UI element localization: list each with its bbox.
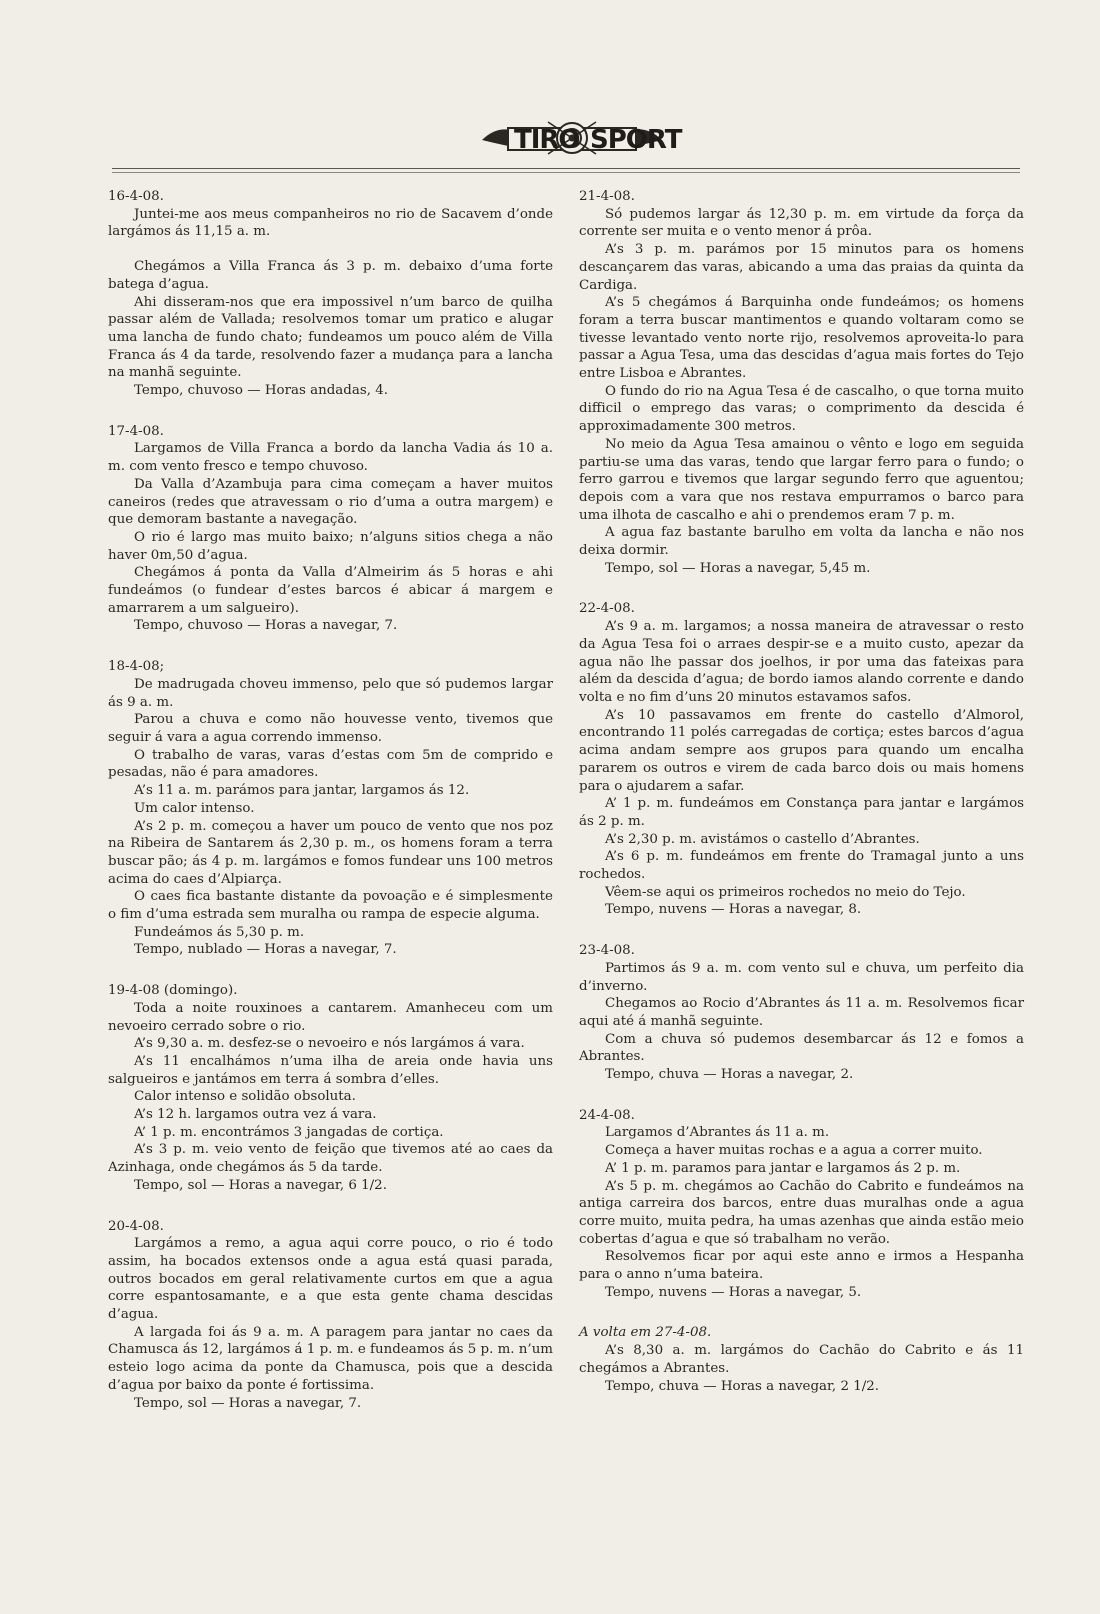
entry-paragraph: Chegamos ao Rocio d’Abrantes ás 11 a. m. Resolvemos ficar aqui até á manhã seguinte. — [579, 996, 1024, 1029]
header-rule — [112, 168, 1020, 169]
entry-paragraph: Ahi disseram-nos que era impossivel n’um barco de quilha passar além de Vallada; resolvemos tomar um pratico e alugar uma lancha de fundo chato; fundeamos um pouco além de Villa Franca ás 4 da tarde, resolvendo fazer a mudança para a lancha na manhã seguinte. — [108, 294, 553, 381]
left-column — [108, 188, 553, 1435]
entry-paragraph: Parou a chuva e como não houvesse vento, tivemos que seguir á vara a agua correndo immenso. — [108, 712, 553, 745]
entry-paragraph: O trabalho de varas, varas d’estas com 5m de comprido e pesadas, não é para amadores. — [108, 747, 553, 781]
entry-paragraph: Largamos d’Abrantes ás 11 a. m. — [605, 1125, 830, 1141]
entry-paragraph: A’s 2,30 p. m. avistámos o castello d’Abrantes. — [605, 831, 920, 847]
entry-paragraph: A’s 6 p. m. fundeámos em frente do Tramagal junto a uns rochedos. — [579, 849, 1024, 883]
svg-text:SPORT: SPORT — [590, 125, 682, 155]
entry-paragraph: A largada foi ás 9 a. m. A paragem para jantar no caes da Chamusca ás 12, largámos á 1 p. m. e fundeamos ás 5 p. m. n’um esteio logo acima da ponte da Chamusca, pois que a descida d’agua por baixo da ponte é fortissima. — [108, 1324, 554, 1393]
entry-paragraph: Tempo, chuvoso — Horas andadas, 4. — [134, 383, 389, 399]
entry-paragraph: Chegámos á ponta da Valla d’Almeirim ás 5 horas e ahi fundeámos (o fundear d’estes barcos é abicar á margem e amarrarem a um salgueiro). — [108, 565, 553, 616]
entry-paragraph: A’s 9 a. m. largamos; a nossa maneira de atravessar o resto da Agua Tesa foi o arraes despir-se e a muito custo, apezar da agua não lhe passar dos joelhos, ir por uma das fateixas para além da descida d’agua; de bordo iamos alando corrente e dando volta e no fim d’uns 20 minutos estavamos safos. — [579, 619, 1024, 705]
entry-paragraph: Resolvemos ficar por aqui este anno e irmos a Hespanha para o anno n’uma bateira. — [579, 1249, 1024, 1283]
entry-date: 22-4-08. — [579, 601, 635, 617]
entry-paragraph: Da Valla d’Azambuja para cima começam a haver muitos caneiros (redes que atravessam o rio d’uma a outra margem) e que demoram bastante a navegação. — [108, 476, 553, 528]
entry-date: 24-4-08. — [579, 1107, 635, 1123]
logo-text: TIRO — [514, 125, 580, 155]
diary-entry-18-4-08 — [108, 658, 553, 959]
entry-paragraph: Toda a noite rouxinoes a cantarem. Amanheceu com um nevoeiro cerrado sobre o rio. — [108, 1000, 553, 1034]
diary-entry-17-4-08 — [108, 423, 553, 635]
diary-entry-19-4-08 — [108, 982, 553, 1194]
tiro-sport-logo — [478, 110, 682, 158]
entry-paragraph: Tempo, nuvens — Horas a navegar, 8. — [605, 902, 862, 918]
entry-date: 16-4-08. — [108, 189, 164, 204]
entry-paragraph: O fundo do rio na Agua Tesa é de cascalho, o que torna muito difficil o emprego das varas; o comprimento da descida é approximadamente 300 metros. — [579, 383, 1024, 435]
entry-paragraph: Tempo, sol — Horas a navegar, 5,45 m. — [605, 560, 871, 576]
entry-paragraph: A’s 10 passavamos em frente do castello d’Almorol, encontrando 11 polés carregadas de cortiça; estes barcos d’agua acima andam sempre aos grupos para quando um encalha pararem os outros e virem de cada barco dois ou mais homens para o ajudarem a safar. — [579, 707, 1024, 794]
entry-paragraph: A’s 2 p. m. começou a haver um pouco de vento que nos poz na Ribeira de Santarem ás 2,30 p. m., os homens foram a terra buscar pão; ás 4 p. m. largámos e fomos fundear uns 100 metros acima do caes d’Alpiarça. — [108, 818, 553, 887]
entry-paragraph: A’s 3 p. m. veio vento de feição que tivemos até ao caes da Azinhaga, onde chegámos ás 5 da tarde. — [108, 1142, 553, 1176]
entry-paragraph: Vêem-se aqui os primeiros rochedos no meio do Tejo. — [605, 884, 966, 900]
entry-paragraph: Começa a haver muitas rochas e a agua a correr muito. — [605, 1143, 983, 1159]
entry-paragraph: Tempo, nuvens — Horas a navegar, 5. — [605, 1284, 862, 1300]
entry-paragraph: Tempo, sol — Horas a navegar, 7. — [134, 1395, 362, 1411]
right-column — [579, 188, 1024, 1418]
entry-paragraph: A’s 12 h. largamos outra vez á vara. — [134, 1107, 377, 1123]
diary-entry-return-27-4-08 — [579, 1324, 1024, 1395]
entry-paragraph: Partimos ás 9 a. m. com vento sul e chuva, um perfeito dia d’inverno. — [579, 960, 1024, 994]
entry-paragraph: A’s 5 chegámos á Barquinha onde fundeámos; os homens foram a terra buscar mantimentos e quando voltaram como se tivesse levantado vento norte rijo, resolvemos aproveita-lo para passar a Agua Tesa, uma das descidas d’agua mais fortes do Tejo entre Lisboa e Abrantes. — [579, 295, 1024, 382]
entry-paragraph: A’ 1 p. m. fundeámos em Constança para jantar e largámos ás 2 p. m. — [579, 796, 1024, 829]
entry-paragraph: Largamos de Villa Franca a bordo da lancha Vadia ás 10 a. m. com vento fresco e tempo chuvoso. — [108, 441, 553, 475]
entry-paragraph: A’ 1 p. m. encontrámos 3 jangadas de cortiça. — [134, 1124, 444, 1140]
target-emblem-icon — [478, 110, 682, 158]
entry-date: 20-4-08. — [108, 1218, 164, 1234]
entry-paragraph: Fundeámos ás 5,30 p. m. — [134, 924, 305, 940]
entry-paragraph: Um calor intenso. — [134, 800, 255, 816]
entry-date: A volta em 27-4-08. — [579, 1325, 712, 1341]
diary-entry-23-4-08 — [579, 942, 1024, 1084]
diary-entry-16-4-08 — [108, 188, 553, 400]
entry-paragraph: Calor intenso e solidão obsoluta. — [134, 1089, 356, 1105]
entry-paragraph: Com a chuva só pudemos desembarcar ás 12 e fomos a Abrantes. — [579, 1031, 1024, 1065]
entry-paragraph: De madrugada choveu immenso, pelo que só pudemos largar ás 9 a. m. — [108, 676, 553, 710]
entry-date: 21-4-08. — [579, 189, 635, 204]
entry-spacer — [108, 241, 553, 258]
header-rule-secondary — [112, 172, 1020, 173]
diary-entry-20-4-08 — [108, 1218, 553, 1413]
entry-paragraph: A’s 9,30 a. m. desfez-se o nevoeiro e nós largámos á vara. — [134, 1036, 525, 1052]
entry-paragraph: Chegámos a Villa Franca ás 3 p. m. debaixo d’uma forte batega d’agua. — [108, 259, 553, 292]
entry-paragraph: A agua faz bastante barulho em volta da lancha e não nos deixa dormir. — [579, 525, 1024, 559]
entry-paragraph: Tempo, chuva — Horas a navegar, 2. — [605, 1067, 854, 1083]
entry-paragraph: A’ 1 p. m. paramos para jantar e largamos ás 2 p. m. — [605, 1160, 961, 1176]
diary-entry-24-4-08 — [579, 1107, 1024, 1302]
entry-paragraph: O caes fica bastante distante da povoação e é simplesmente o fim d’uma estrada sem muralha ou rampa de especie alguma. — [108, 889, 553, 923]
entry-paragraph: A’s 3 p. m. parámos por 15 minutos para os homens descançarem das varas, abicando a uma das praias da quinta da Cardiga. — [579, 242, 1024, 293]
entry-paragraph: Tempo, sol — Horas a navegar, 6 1/2. — [134, 1177, 387, 1193]
entry-date: 23-4-08. — [579, 943, 635, 959]
entry-paragraph: A’s 11 a. m. parámos para jantar, largamos ás 12. — [134, 783, 470, 799]
entry-paragraph: Largámos a remo, a agua aqui corre pouco, o rio é todo assim, ha bocados extensos onde a agua está quasi parada, outros bocados em geral relativamente curtos em que a agua corre espantosamante, e a que esta gente chama descidas d’agua. — [108, 1236, 553, 1323]
entry-paragraph: Só pudemos largar ás 12,30 p. m. em virtude da força da corrente ser muita e o vento menor á prôa. — [579, 206, 1024, 240]
entry-paragraph: Tempo, chuva — Horas a navegar, 2 1/2. — [605, 1378, 880, 1394]
entry-paragraph: Tempo, chuvoso — Horas a navegar, 7. — [134, 618, 398, 634]
entry-paragraph: Tempo, nublado — Horas a navegar, 7. — [134, 942, 397, 958]
entry-paragraph: A’s 11 encalhámos n’uma ilha de areia onde havia uns salgueiros e jantámos em terra á sombra d’elles. — [108, 1053, 553, 1087]
entry-paragraph: No meio da Agua Tesa amainou o vênto e logo em seguida partiu-se uma das varas, tendo que largar ferro para o fundo; o ferro garrou e tivemos que largar segundo ferro que aguentou; depois com a vara que nos restava empurramos o barco para uma ilhota de cascalho e ahi o prendemos eram 7 p. m. — [579, 436, 1024, 523]
diary-entry-22-4-08 — [579, 600, 1024, 919]
entry-paragraph: A’s 8,30 a. m. largámos do Cachão do Cabrito e ás 11 chegámos a Abrantes. — [579, 1343, 1024, 1376]
entry-paragraph: Juntei-me aos meus companheiros no rio de Sacavem d’onde largámos ás 11,15 a. m. — [108, 206, 553, 240]
entry-paragraph: O rio é largo mas muito baixo; n’alguns sitios chega a não haver 0m,50 d’agua. — [108, 529, 553, 563]
entry-date: 19-4-08 (domingo). — [108, 983, 238, 999]
entry-date: 18-4-08; — [108, 659, 165, 675]
diary-entry-21-4-08 — [579, 188, 1024, 577]
entry-paragraph: A’s 5 p. m. chegámos ao Cachão do Cabrito e fundeámos na antiga carreira dos barcos, entre duas muralhas onde a agua corre muito, muita pedra, ha umas azenhas que ainda estão meio cobertas d’agua e que só trabalham no verão. — [579, 1178, 1024, 1247]
entry-date: 17-4-08. — [108, 423, 164, 439]
